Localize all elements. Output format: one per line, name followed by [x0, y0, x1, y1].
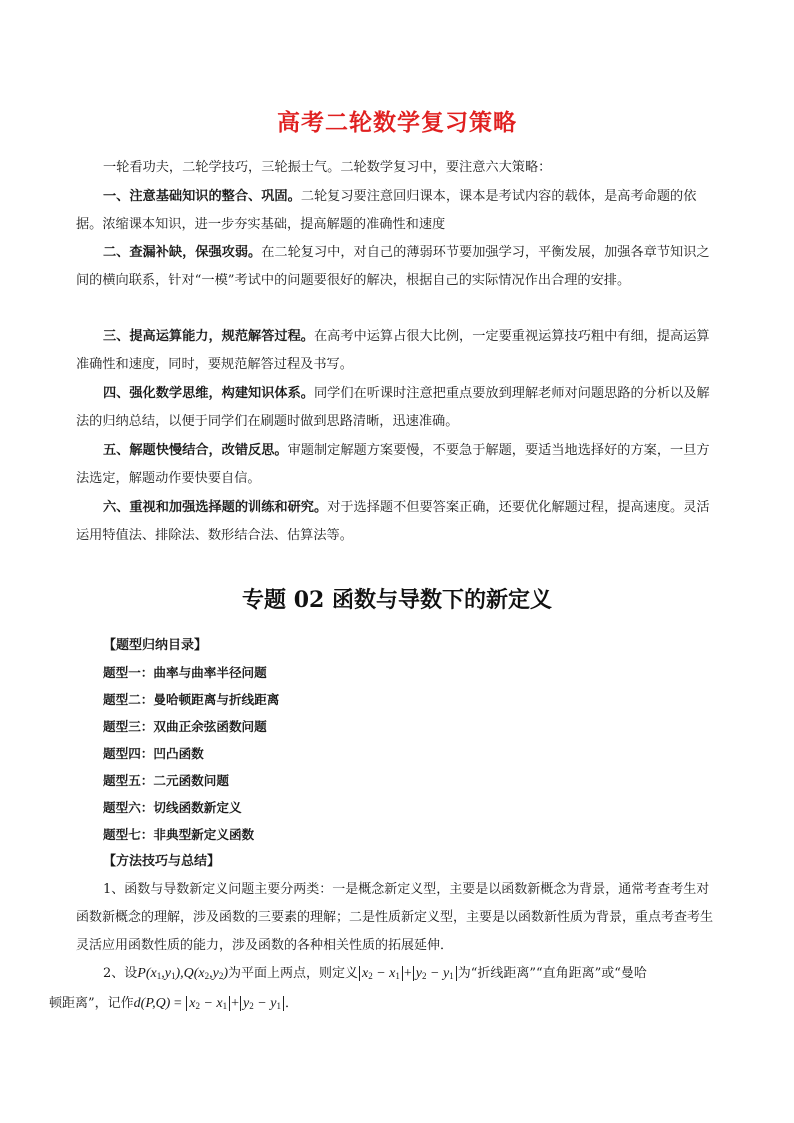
- methods-p2-text: 2、设: [103, 966, 138, 981]
- strategy-item-head: 一、注意基础知识的整合、巩固。: [103, 189, 301, 204]
- strategy-item-head: 三、提高运算能力，规范解答过程。: [103, 329, 314, 344]
- strategy-item-head: 四、强化数学思维，构建知识体系。: [103, 386, 314, 401]
- methods-p2-text: 顿距离”，记作: [49, 996, 134, 1011]
- strategy-item-text: 对于选择题不但要答案正确，还要优化解题过程，提高速度。灵活运用特值法、排除法、数形结合法、估算法等。: [76, 500, 710, 543]
- formula-distance-definition: $d(P,Q) = x_2 - x_1 + y_2 - y_1$: [134, 996, 285, 1011]
- strategy-item-text: 二轮复习要注意回归课本，课本是考试内容的载体，是高考命题的依据。浓缩课本知识，进一步夯实基础，提高解题的准确性和速度: [76, 189, 697, 232]
- methods-heading: 【方法技巧与总结】: [103, 854, 221, 869]
- strategy-item-5: [76, 437, 720, 493]
- strategy-item-text: 同学们在听课时注意把重点要放到理解老师对问题思路的分析以及解法的归纳总结，以便于同学们在刷题时做到思路清晰，迅速准确。: [76, 386, 710, 429]
- formula-distance-sum: $x_2 - x_1 + y_2 - y_1$: [358, 966, 458, 981]
- toc-heading: 【题型归纳目录】: [103, 638, 208, 653]
- methods-p2-text: 为“折线距离”“直角距离”或“曼哈: [457, 966, 647, 981]
- strategy-item-head: 五、解题快慢结合，改错反思。: [103, 443, 288, 458]
- page-title: 高考二轮数学复习策略: [277, 110, 517, 136]
- methods-p2-text: 为平面上两点，则定义: [227, 966, 358, 981]
- toc-item: 题型三：双曲正余弦函数问题: [103, 719, 267, 734]
- strategy-item-text: 审题制定解题方案要慢，不要急于解题，要适当地选择好的方案，一旦方法选定，解题动作要快要自信。: [76, 443, 710, 486]
- toc-item: 题型四：凹凸函数: [103, 746, 204, 761]
- topic-title: 专题 02 函数与导数下的新定义: [242, 587, 552, 613]
- toc-item: 题型六：切线函数新定义: [103, 800, 242, 815]
- toc-item: 题型五：二元函数问题: [103, 773, 229, 788]
- strategy-item-text: 在二轮复习中，对自己的薄弱环节要加强学习，平衡发展，加强各章节知识之间的横向联系，针对“一模”考试中的问题要很好的解决，根据自己的实际情况作出合理的安排。: [76, 245, 710, 288]
- toc-item: 题型七：非典型新定义函数: [103, 827, 255, 842]
- strategy-item-3: [76, 323, 720, 379]
- methods-paragraph-2: [49, 960, 720, 1020]
- toc-item: 题型一：曲率与曲率半径问题: [103, 665, 267, 680]
- strategy-item-6: [76, 494, 720, 550]
- methods-paragraph-1: 1、函数与导数新定义问题主要分两类：一是概念新定义型，主要是以函数新概念为背景，通常考查考生对函数新概念的理解，涉及函数的三要素的理解；二是性质新定义型，主要是以函数新性质为背景，重点考查考生灵活应用函数性质的能力，涉及函数的各种相关性质的拓展延伸．: [76, 882, 714, 953]
- strategy-item-2: [76, 239, 720, 295]
- strategy-item-text: 在高考中运算占很大比例，一定要重视运算技巧粗中有细，提高运算准确性和速度，同时，要规范解答过程及书写。: [76, 329, 710, 372]
- strategy-item-1: [76, 183, 720, 239]
- formula-points: $P(x_1,y_1),Q(x_2,y_2)$: [137, 966, 228, 981]
- toc-item: 题型二：曼哈顿距离与折线距离: [103, 692, 280, 707]
- strategy-item-head: 二、查漏补缺，保强攻弱。: [103, 245, 262, 260]
- strategy-item-head: 六、重视和加强选择题的训练和研究。: [103, 500, 328, 515]
- strategy-intro: 一轮看功夫，二轮学技巧，三轮振士气。二轮数学复习中，要注意六大策略：: [103, 160, 552, 175]
- strategy-item-4: [76, 380, 720, 436]
- methods-p2-text: ．: [284, 996, 298, 1011]
